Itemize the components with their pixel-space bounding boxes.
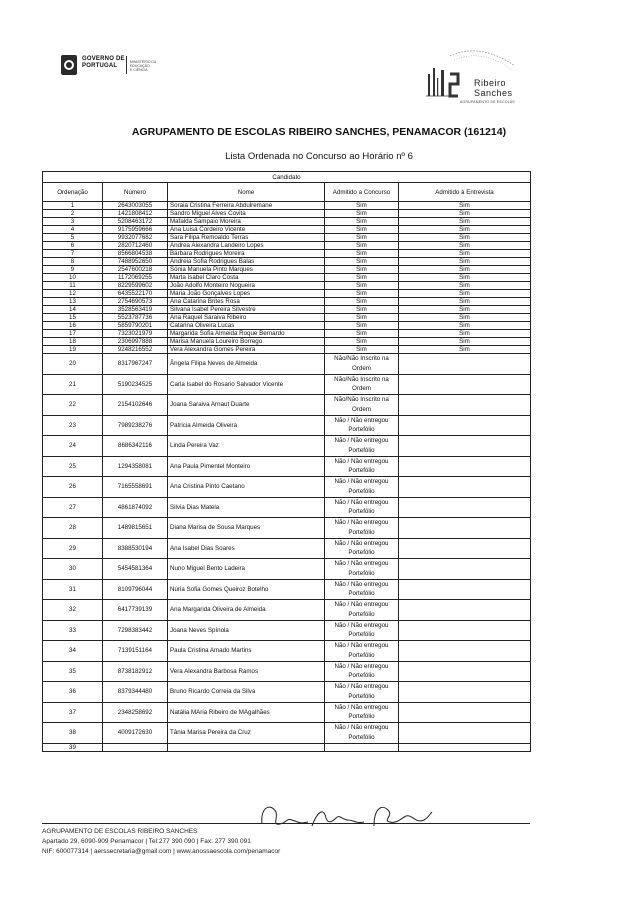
cell-numero: 1489815651 — [103, 518, 168, 539]
cell-ordenacao: 34 — [43, 641, 103, 662]
cell-admitido-entrevista — [399, 682, 531, 703]
cell-admitido-concurso: Sim — [325, 322, 399, 330]
cell-admitido-entrevista — [399, 661, 531, 682]
table-row — [43, 456, 531, 477]
cell-numero: 9248216552 — [103, 346, 168, 354]
cell-nome: Joana Saraiva Arnaut Duarte — [168, 395, 325, 416]
cell-admitido-entrevista — [399, 579, 531, 600]
table-row — [43, 346, 531, 354]
cell-admitido-entrevista: Sim — [399, 258, 531, 266]
cell-ordenacao: 26 — [43, 477, 103, 498]
cell-numero: 4009172630 — [103, 723, 168, 744]
cell-admitido-concurso: Não / Não entregou Portefólio — [325, 518, 399, 539]
cell-admitido-concurso: Não/Não Inscrito na Ordem — [325, 354, 399, 375]
cell-admitido-concurso: Não / Não entregou Portefólio — [325, 497, 399, 518]
cell-numero: 8317967247 — [103, 354, 168, 375]
cell-nome: Ana Isabel Dias Soares — [168, 538, 325, 559]
cell-nome: Natália MAria Ribeiro de MAgalhães — [168, 702, 325, 723]
cell-admitido-concurso: Não / Não entregou Portefólio — [325, 456, 399, 477]
gov-name: GOVERNO DE PORTUGAL — [82, 56, 125, 69]
cell-ordenacao: 32 — [43, 600, 103, 621]
cell-admitido-entrevista — [399, 374, 531, 395]
table-row — [43, 282, 531, 290]
cell-ordenacao: 21 — [43, 374, 103, 395]
table-row — [43, 518, 531, 539]
col-header-ordenacao: Ordenação — [43, 183, 103, 202]
cell-ordenacao: 31 — [43, 579, 103, 600]
cell-ordenacao: 7 — [43, 250, 103, 258]
cell-admitido-concurso: Não / Não entregou Portefólio — [325, 682, 399, 703]
cell-admitido-entrevista — [399, 702, 531, 723]
cell-admitido-concurso: Não / Não entregou Portefólio — [325, 415, 399, 436]
cell-admitido-entrevista — [399, 354, 531, 375]
cell-admitido-concurso: Sim — [325, 306, 399, 314]
cell-numero — [103, 743, 168, 751]
cell-admitido-concurso: Sim — [325, 346, 399, 354]
table-row — [43, 218, 531, 226]
table-row — [43, 258, 531, 266]
cell-numero: 8686342116 — [103, 436, 168, 457]
cell-ordenacao: 13 — [43, 298, 103, 306]
table-row — [43, 322, 531, 330]
cell-numero: 8229599602 — [103, 282, 168, 290]
cell-nome: Ana Catarina Brites Rosa — [168, 298, 325, 306]
cell-admitido-concurso: Não / Não entregou Portefólio — [325, 723, 399, 744]
ministry-name: MINISTÉRIO DA EDUCAÇÃO E CIÊNCIA — [130, 60, 157, 72]
table-row — [43, 374, 531, 395]
cell-ordenacao: 23 — [43, 415, 103, 436]
cell-nome: Ana Raquel Saraiva Ribeiro — [168, 314, 325, 322]
cell-nome — [168, 743, 325, 751]
table-row — [43, 538, 531, 559]
cell-ordenacao: 14 — [43, 306, 103, 314]
cell-nome: Mafalda Sampaio Moreira — [168, 218, 325, 226]
cell-numero: 7139151164 — [103, 641, 168, 662]
table-row — [43, 661, 531, 682]
cell-nome: Marisa Manuela Loureiro Borrego — [168, 338, 325, 346]
table-row — [43, 234, 531, 242]
column-header-row — [43, 183, 531, 202]
cell-nome: Maria João Gonçalves Lopes — [168, 290, 325, 298]
table-row — [43, 226, 531, 234]
document-subtitle: Lista Ordenada no Concurso ao Horário nº 6 — [225, 151, 413, 162]
table-row — [43, 682, 531, 703]
school-logo — [420, 44, 530, 108]
cell-ordenacao: 12 — [43, 290, 103, 298]
cell-numero: 1294358081 — [103, 456, 168, 477]
cell-admitido-entrevista — [399, 723, 531, 744]
cell-numero: 7298383442 — [103, 620, 168, 641]
table-row — [43, 306, 531, 314]
cell-numero: 6435522170 — [103, 290, 168, 298]
cell-nome: Silvia Dias Matela — [168, 497, 325, 518]
table-body — [43, 202, 531, 752]
cell-ordenacao: 8 — [43, 258, 103, 266]
cell-numero: 8109796044 — [103, 579, 168, 600]
cell-numero: 3528563419 — [103, 306, 168, 314]
gov-divider — [126, 56, 127, 74]
cell-nome: Margarida Sofia Almeida Roque Bernardo — [168, 330, 325, 338]
cell-admitido-entrevista — [399, 456, 531, 477]
cell-admitido-concurso: Não / Não entregou Portefólio — [325, 477, 399, 498]
cell-nome: Andrea Alexandra Landeiro Lopes — [168, 242, 325, 250]
cell-admitido-concurso: Sim — [325, 218, 399, 226]
group-header: Candidato — [43, 172, 531, 183]
cell-nome: Carla Isabel do Rosario Salvador Vicente — [168, 374, 325, 395]
cell-ordenacao: 18 — [43, 338, 103, 346]
cell-ordenacao: 30 — [43, 559, 103, 580]
cell-admitido-entrevista: Sim — [399, 314, 531, 322]
cell-ordenacao: 11 — [43, 282, 103, 290]
col-header-admitido-entrevista: Admitido à Entrevista — [399, 183, 531, 202]
cell-admitido-concurso — [325, 743, 399, 751]
cell-admitido-entrevista — [399, 395, 531, 416]
cell-admitido-entrevista: Sim — [399, 274, 531, 282]
cell-admitido-concurso: Sim — [325, 298, 399, 306]
cell-nome: Silvana Isabel Pereira Silvestre — [168, 306, 325, 314]
cell-numero: 1421808412 — [103, 210, 168, 218]
cell-admitido-concurso: Não/Não Inscrito na Ordem — [325, 395, 399, 416]
cell-numero: 8566804538 — [103, 250, 168, 258]
cell-admitido-entrevista — [399, 600, 531, 621]
cell-ordenacao: 19 — [43, 346, 103, 354]
cell-numero: 2820712460 — [103, 242, 168, 250]
cell-admitido-concurso: Sim — [325, 330, 399, 338]
gov-emblem-icon — [60, 54, 78, 76]
school-logo-emblem-icon — [420, 44, 530, 108]
cell-nome: Tânia Marisa Pereira da Cruz — [168, 723, 325, 744]
cell-ordenacao: 10 — [43, 274, 103, 282]
cell-admitido-concurso: Sim — [325, 258, 399, 266]
table-row — [43, 314, 531, 322]
table-row — [43, 477, 531, 498]
table-row — [43, 559, 531, 580]
cell-admitido-concurso: Sim — [325, 266, 399, 274]
cell-numero: 7323021979 — [103, 330, 168, 338]
footer — [42, 827, 280, 857]
cell-admitido-concurso: Sim — [325, 226, 399, 234]
table-row — [43, 354, 531, 375]
table-row — [43, 415, 531, 436]
cell-numero: 2754690573 — [103, 298, 168, 306]
cell-admitido-concurso: Não / Não entregou Portefólio — [325, 661, 399, 682]
cell-nome: Ana Luisa Cordeiro Vicente — [168, 226, 325, 234]
cell-numero: 8738182912 — [103, 661, 168, 682]
footer-divider — [42, 823, 530, 824]
cell-admitido-entrevista: Sim — [399, 322, 531, 330]
col-header-numero: Número — [103, 183, 168, 202]
cell-ordenacao: 37 — [43, 702, 103, 723]
cell-ordenacao: 1 — [43, 202, 103, 210]
cell-numero: 9932077682 — [103, 234, 168, 242]
cell-nome: Sónia Manuela Pinto Marques — [168, 266, 325, 274]
cell-admitido-entrevista: Sim — [399, 218, 531, 226]
cell-admitido-entrevista — [399, 641, 531, 662]
cell-nome: Sandro Miguel Alves Covita — [168, 210, 325, 218]
cell-ordenacao: 17 — [43, 330, 103, 338]
cell-ordenacao: 39 — [43, 743, 103, 751]
cell-admitido-entrevista — [399, 436, 531, 457]
cell-admitido-concurso: Não / Não entregou Portefólio — [325, 559, 399, 580]
cell-admitido-concurso: Não / Não entregou Portefólio — [325, 436, 399, 457]
cell-admitido-concurso: Não / Não entregou Portefólio — [325, 579, 399, 600]
table-row — [43, 242, 531, 250]
table-row — [43, 743, 531, 751]
cell-admitido-entrevista — [399, 620, 531, 641]
cell-nome: Joana Neves Spínola — [168, 620, 325, 641]
cell-numero: 5454581364 — [103, 559, 168, 580]
cell-admitido-entrevista: Sim — [399, 306, 531, 314]
table-row — [43, 266, 531, 274]
cell-nome: Catarina Oliveira Lucas — [168, 322, 325, 330]
cell-numero: 5208463172 — [103, 218, 168, 226]
cell-ordenacao: 28 — [43, 518, 103, 539]
table-row — [43, 579, 531, 600]
table-row — [43, 290, 531, 298]
cell-admitido-entrevista: Sim — [399, 290, 531, 298]
cell-ordenacao: 29 — [43, 538, 103, 559]
cell-numero: 7165558691 — [103, 477, 168, 498]
cell-nome: Ângela Filipa Neves de Almeida — [168, 354, 325, 375]
cell-numero: 5190234525 — [103, 374, 168, 395]
footer-line-2: Apartado 29, 6090-909 Penamacor | Tel:277 390 090 | Fax: 277 390 091 — [42, 838, 251, 845]
cell-numero: 7989238276 — [103, 415, 168, 436]
government-logo — [60, 52, 170, 80]
cell-ordenacao: 9 — [43, 266, 103, 274]
cell-admitido-entrevista — [399, 415, 531, 436]
cell-ordenacao: 20 — [43, 354, 103, 375]
cell-nome: Ana Paula Pimentel Monteiro — [168, 456, 325, 477]
cell-ordenacao: 38 — [43, 723, 103, 744]
cell-ordenacao: 3 — [43, 218, 103, 226]
footer-line-3: NIF: 600077314 | aerssecretaria@gmail.com | www.anossaescola.com/penamacor — [42, 848, 281, 855]
cell-admitido-concurso: Não / Não entregou Portefólio — [325, 538, 399, 559]
cell-nome: Linda Pereira Vaz — [168, 436, 325, 457]
cell-admitido-entrevista: Sim — [399, 338, 531, 346]
cell-admitido-entrevista: Sim — [399, 346, 531, 354]
cell-numero: 8388530194 — [103, 538, 168, 559]
cell-admitido-concurso: Sim — [325, 242, 399, 250]
cell-nome: Marta Isabel Claro Costa — [168, 274, 325, 282]
cell-numero: 9175959666 — [103, 226, 168, 234]
cell-ordenacao: 5 — [43, 234, 103, 242]
table-row — [43, 702, 531, 723]
cell-ordenacao: 6 — [43, 242, 103, 250]
cell-nome: Paula Cristina Amado Martins — [168, 641, 325, 662]
cell-nome: Vera Alexandra Barbosa Ramos — [168, 661, 325, 682]
cell-admitido-entrevista: Sim — [399, 242, 531, 250]
cell-numero: 7488952650 — [103, 258, 168, 266]
cell-nome: Nuno Miguel Bento Ladeira — [168, 559, 325, 580]
col-header-admitido-concurso: Admitido a Concurso — [325, 183, 399, 202]
cell-admitido-concurso: Não / Não entregou Portefólio — [325, 641, 399, 662]
cell-nome: João Adolfo Monteiro Nogueira — [168, 282, 325, 290]
cell-nome: Andreia Sofia Rodrigues Balas — [168, 258, 325, 266]
cell-ordenacao: 33 — [43, 620, 103, 641]
cell-admitido-entrevista: Sim — [399, 210, 531, 218]
cell-ordenacao: 15 — [43, 314, 103, 322]
table-row — [43, 723, 531, 744]
cell-ordenacao: 22 — [43, 395, 103, 416]
table-row — [43, 395, 531, 416]
cell-ordenacao: 36 — [43, 682, 103, 703]
cell-ordenacao: 25 — [43, 456, 103, 477]
cell-numero: 6417739139 — [103, 600, 168, 621]
cell-admitido-entrevista — [399, 538, 531, 559]
cell-nome: Ana Margarida Oliveira de Almeida — [168, 600, 325, 621]
cell-numero: 2547600218 — [103, 266, 168, 274]
cell-numero: 8379344480 — [103, 682, 168, 703]
table-row — [43, 600, 531, 621]
table-row — [43, 274, 531, 282]
document-title: AGRUPAMENTO DE ESCOLAS RIBEIRO SANCHES, PENAMACOR (161214) — [131, 126, 507, 138]
cell-admitido-entrevista: Sim — [399, 282, 531, 290]
cell-ordenacao: 4 — [43, 226, 103, 234]
cell-nome: Soraia Cristina Ferreira Abdulremane — [168, 202, 325, 210]
cell-ordenacao: 2 — [43, 210, 103, 218]
school-logo-sub: AGRUPAMENTO DE ESCOLAS — [460, 100, 515, 104]
cell-admitido-concurso: Sim — [325, 282, 399, 290]
table-row — [43, 641, 531, 662]
cell-admitido-entrevista: Sim — [399, 250, 531, 258]
school-logo-words: Ribeiro Sanches — [474, 78, 513, 98]
cell-admitido-concurso: Não / Não entregou Portefólio — [325, 702, 399, 723]
cell-admitido-concurso: Sim — [325, 274, 399, 282]
cell-numero: 2306997888 — [103, 338, 168, 346]
cell-admitido-concurso: Sim — [325, 202, 399, 210]
cell-admitido-concurso: Não/Não Inscrito na Ordem — [325, 374, 399, 395]
cell-nome: Núria Sofia Gomes Queiroz Botelho — [168, 579, 325, 600]
cell-admitido-concurso: Sim — [325, 338, 399, 346]
cell-admitido-concurso: Sim — [325, 234, 399, 242]
table-row — [43, 338, 531, 346]
table-row — [43, 436, 531, 457]
cell-admitido-entrevista: Sim — [399, 266, 531, 274]
table-row — [43, 202, 531, 210]
col-header-nome: Nome — [168, 183, 325, 202]
cell-numero: 2348258692 — [103, 702, 168, 723]
cell-admitido-entrevista: Sim — [399, 298, 531, 306]
cell-admitido-entrevista — [399, 477, 531, 498]
cell-nome: Bárbara Rodrigues Moreira — [168, 250, 325, 258]
table-row — [43, 497, 531, 518]
cell-admitido-entrevista — [399, 559, 531, 580]
cell-admitido-entrevista: Sim — [399, 226, 531, 234]
cell-nome: Ana Cristina Pinto Caetano — [168, 477, 325, 498]
cell-admitido-concurso: Sim — [325, 210, 399, 218]
cell-admitido-concurso: Sim — [325, 250, 399, 258]
cell-admitido-entrevista — [399, 518, 531, 539]
table-row — [43, 298, 531, 306]
cell-nome: Diana Marisa de Sousa Marques — [168, 518, 325, 539]
cell-admitido-entrevista: Sim — [399, 330, 531, 338]
cell-nome: Patricia Almeida Oliveira — [168, 415, 325, 436]
cell-numero: 1172069255 — [103, 274, 168, 282]
group-header-row — [43, 172, 531, 183]
cell-nome: Sara Filipa Remoaldo Terras — [168, 234, 325, 242]
cell-numero: 2154102646 — [103, 395, 168, 416]
table-row — [43, 620, 531, 641]
cell-numero: 2643003055 — [103, 202, 168, 210]
cell-admitido-concurso: Não / Não entregou Portefólio — [325, 620, 399, 641]
table-row — [43, 250, 531, 258]
candidates-table — [42, 171, 531, 752]
cell-ordenacao: 24 — [43, 436, 103, 457]
cell-admitido-entrevista: Sim — [399, 234, 531, 242]
cell-admitido-entrevista: Sim — [399, 202, 531, 210]
cell-numero: 5859790201 — [103, 322, 168, 330]
cell-admitido-concurso: Não / Não entregou Portefólio — [325, 600, 399, 621]
table-row — [43, 330, 531, 338]
footer-line-1: AGRUPAMENTO DE ESCOLAS RIBEIRO SANCHES — [42, 828, 198, 835]
cell-nome: Bruno Ricardo Correia da Silva — [168, 682, 325, 703]
cell-nome: Vera Alexandra Gomes Pereira — [168, 346, 325, 354]
signatures-icon — [256, 800, 436, 836]
cell-numero: 5523787736 — [103, 314, 168, 322]
cell-ordenacao: 35 — [43, 661, 103, 682]
cell-admitido-entrevista — [399, 497, 531, 518]
cell-admitido-concurso: Sim — [325, 314, 399, 322]
cell-ordenacao: 16 — [43, 322, 103, 330]
cell-ordenacao: 27 — [43, 497, 103, 518]
cell-numero: 4861874092 — [103, 497, 168, 518]
cell-admitido-entrevista — [399, 743, 531, 751]
cell-admitido-concurso: Sim — [325, 290, 399, 298]
table-row — [43, 210, 531, 218]
